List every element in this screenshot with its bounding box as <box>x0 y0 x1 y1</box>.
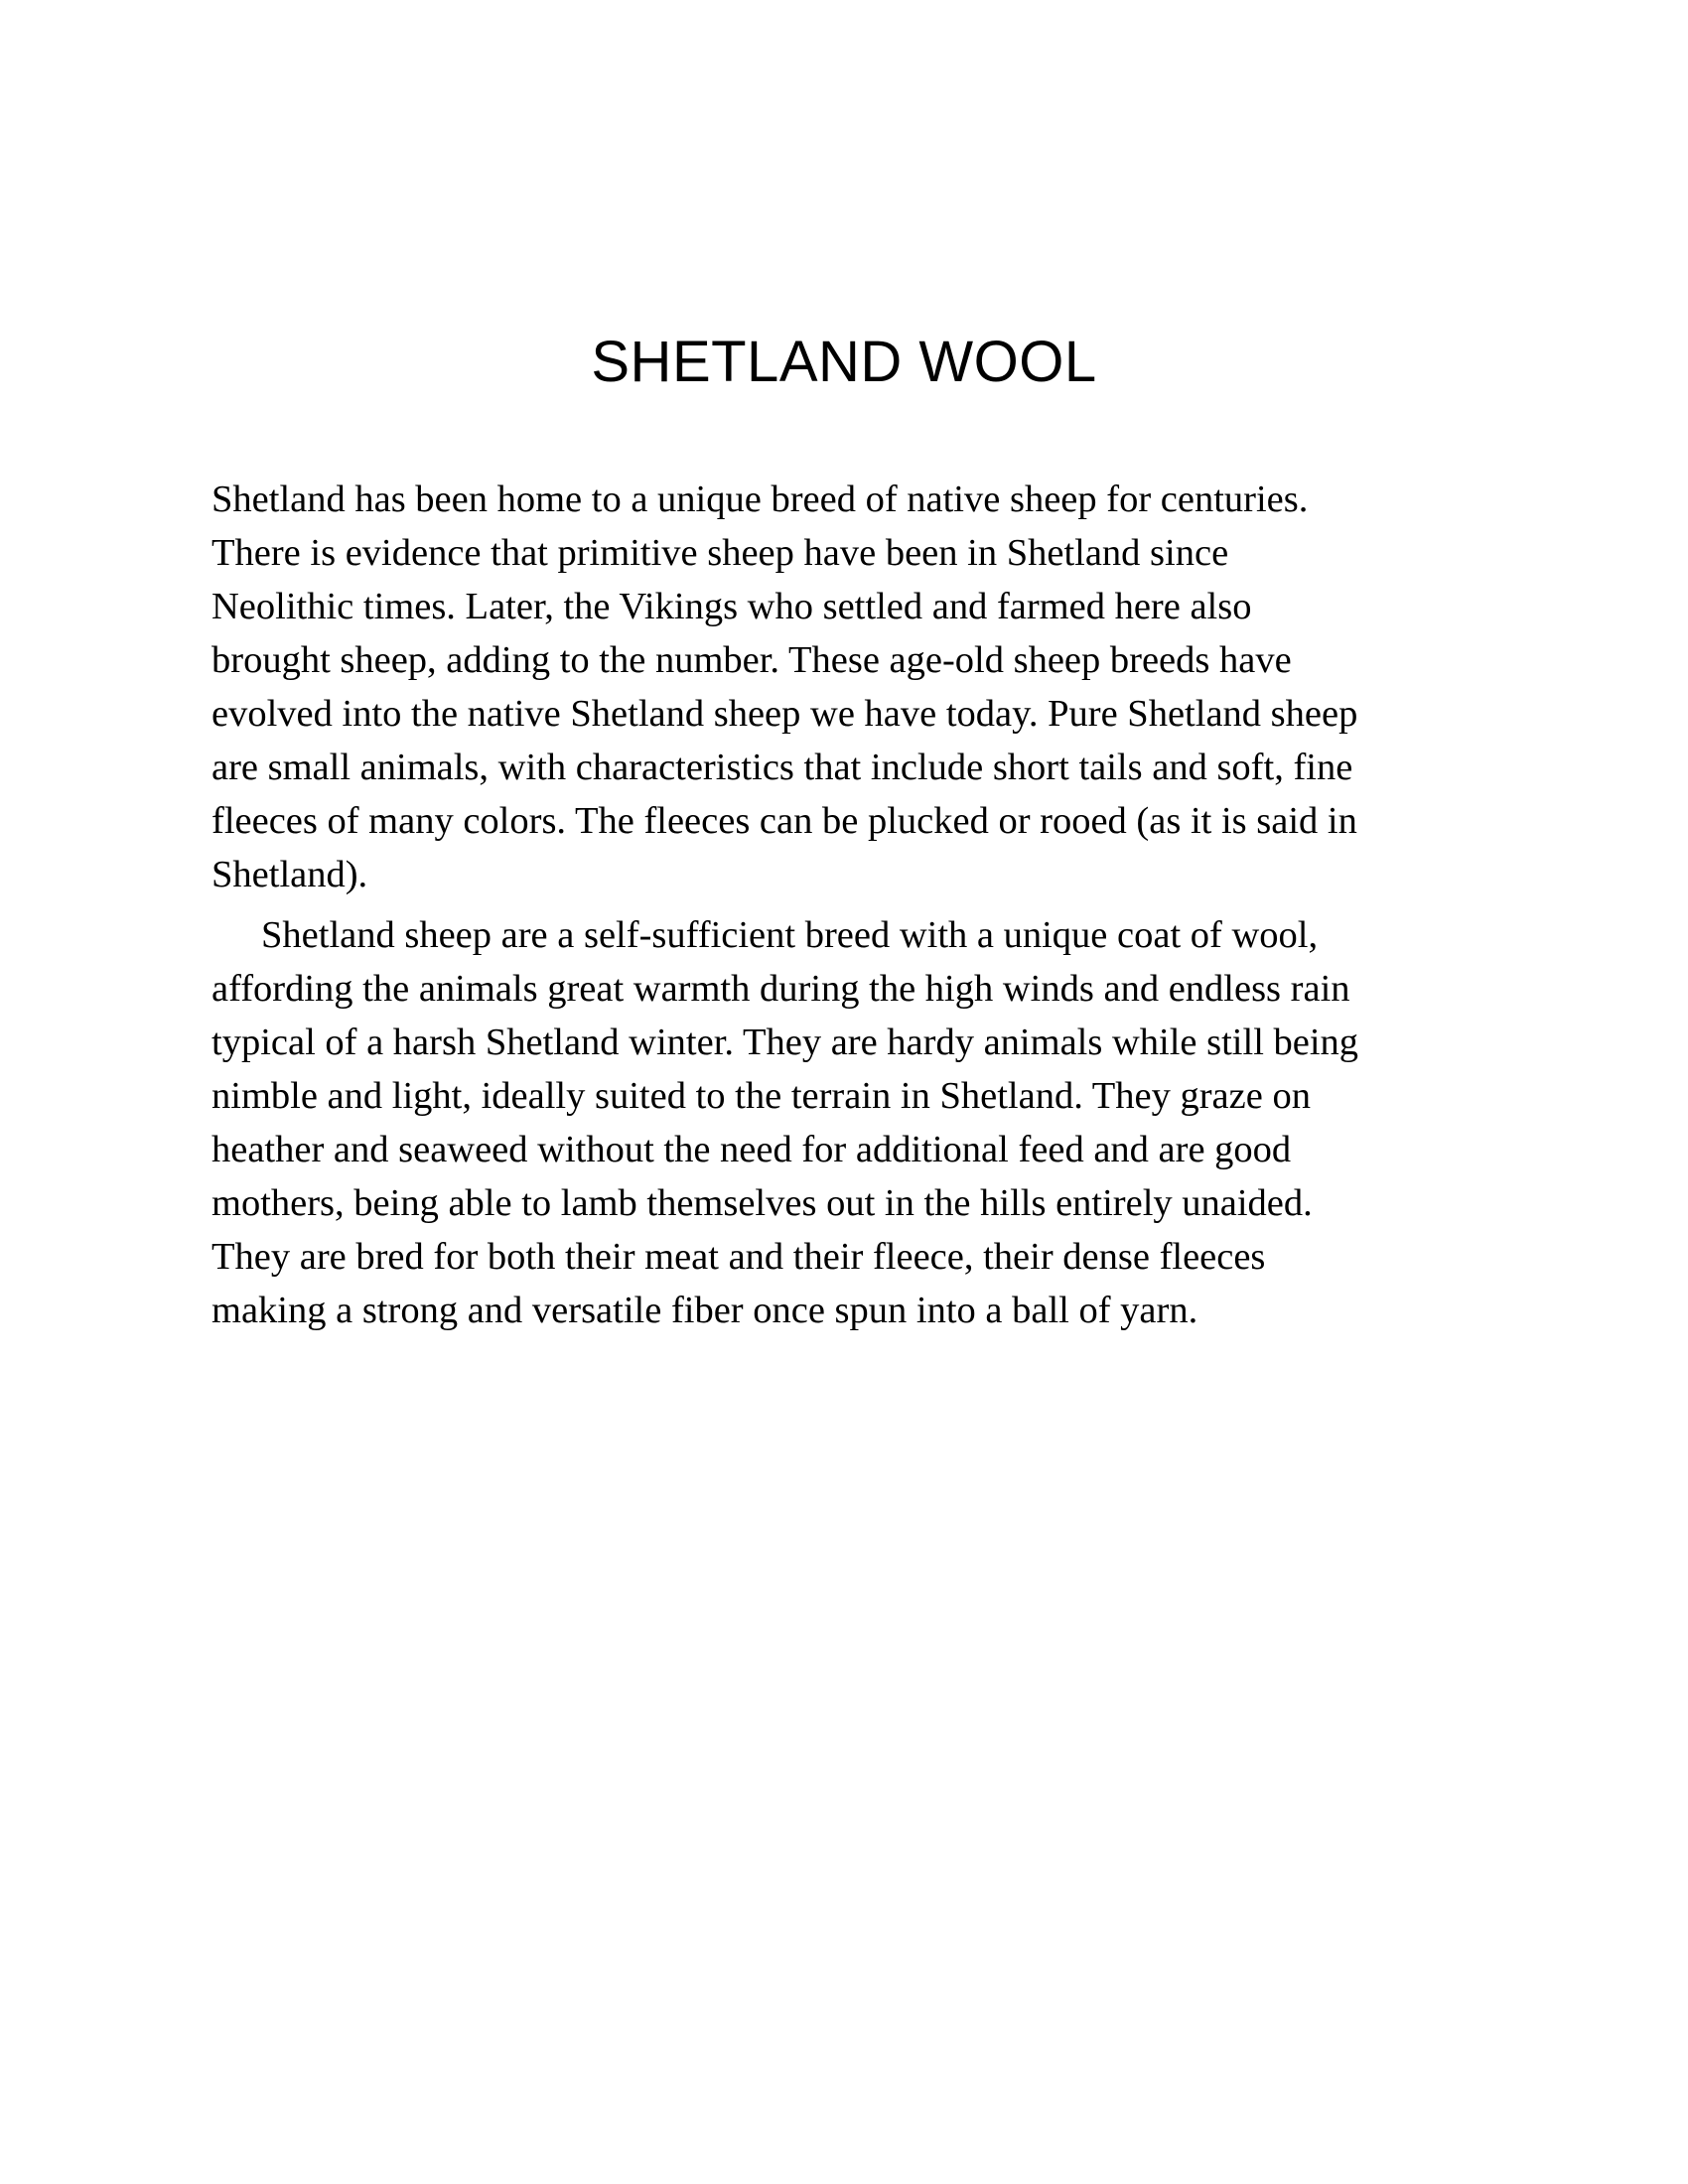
text-line: affording the animals great warmth during the high winds and endless rain <box>211 968 1350 1010</box>
text-line: evolved into the native Shetland sheep we have today. Pure Shetland sheep <box>211 693 1358 735</box>
text-line: are small animals, with characteristics that include short tails and soft, fine <box>211 747 1353 788</box>
text-line: heather and seaweed without the need for additional feed and are good <box>211 1129 1292 1170</box>
paragraph-2 <box>211 908 1492 1337</box>
text-line: Shetland sheep are a self-sufficient breed with a unique coat of wool, <box>261 914 1319 956</box>
page-title: SHETLAND WOOL <box>591 330 1097 394</box>
text-line: They are bred for both their meat and their fleece, their dense fleeces <box>211 1236 1266 1278</box>
paragraph-1 <box>211 473 1492 901</box>
text-line: Shetland has been home to a unique breed of native sheep for centuries. <box>211 478 1309 520</box>
text-line: fleeces of many colors. The fleeces can be plucked or rooed (as it is said in <box>211 800 1357 842</box>
text-line: Neolithic times. Later, the Vikings who settled and farmed here also <box>211 586 1252 627</box>
text-line: nimble and light, ideally suited to the terrain in Shetland. They graze on <box>211 1075 1311 1117</box>
text-line: Shetland). <box>211 854 368 895</box>
text-line: There is evidence that primitive sheep have been in Shetland since <box>211 532 1229 574</box>
text-line: brought sheep, adding to the number. These age-old sheep breeds have <box>211 639 1292 681</box>
document-body <box>211 473 1492 1337</box>
text-line: mothers, being able to lamb themselves out in the hills entirely unaided. <box>211 1182 1313 1224</box>
text-line: typical of a harsh Shetland winter. They are hardy animals while still being <box>211 1022 1359 1063</box>
text-line: making a strong and versatile fiber once spun into a ball of yarn. <box>211 1290 1198 1331</box>
